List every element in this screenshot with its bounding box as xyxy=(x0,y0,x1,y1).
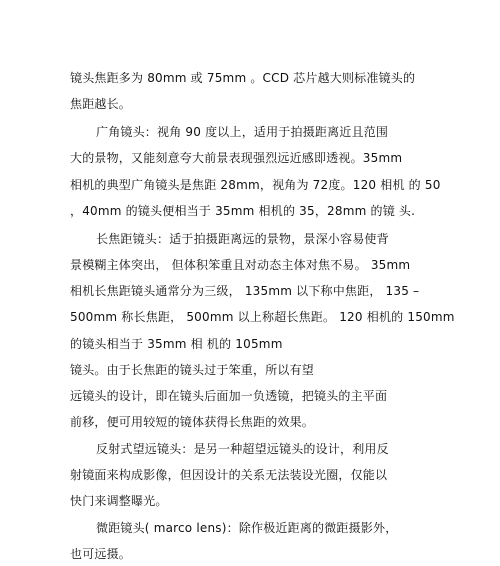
text-line-4: 大的景物，又能刻意夸大前景表现强烈远近感即透视。35mm xyxy=(70,151,403,165)
text-line-8: 景模糊主体突出， 但体积笨重且对动态主体对焦不易。 35mm xyxy=(70,258,411,272)
text-line-16: 射镜面来构成影像，但因设计的关系无法装设光圈，仅能以 xyxy=(70,468,388,482)
text-line-1: 镜头焦距多为 80mm 或 75mm 。CCD 芯片越大则标准镜头的 xyxy=(70,71,416,85)
text-line-13: 远镜头的设计，即在镜头后面加一负透镜，把镜头的主平面 xyxy=(70,389,388,403)
text-line-7: 长焦距镜头：适于拍摄距离远的景物，景深小容易使背 xyxy=(96,232,389,246)
text-line-2: 焦距越长。 xyxy=(70,97,132,111)
text-line-3: 广角镜头：视角 90 度以上，适用于拍摄距离近且范围 xyxy=(96,125,389,139)
text-line-14: 前移，便可用较短的镜体获得长焦距的效果。 xyxy=(70,415,315,429)
text-line-10: 500mm 称长焦距， 500mm 以上称超长焦距。 120 相机的 150mm xyxy=(70,310,455,324)
text-line-19: 也可远摄。 xyxy=(70,547,132,561)
text-line-9: 相机长焦距镜头通常分为三级， 135mm 以下称中焦距， 135 – xyxy=(70,284,420,298)
text-line-6: ，40mm 的镜头便相当于 35mm 相机的 35，28mm 的镜 头. xyxy=(70,204,416,218)
text-line-18: 微距镜头( marco lens)：除作极近距离的微距摄影外， xyxy=(96,521,398,535)
text-line-11: 的镜头相当于 35mm 相 机的 105mm xyxy=(70,337,283,351)
text-line-5: 相机的典型广角镜头是焦距 28mm，视角为 72度。120 相机 的 50 xyxy=(70,178,441,192)
text-line-15: 反射式望远镜头：是另一种超望远镜头的设计，利用反 xyxy=(96,442,389,456)
text-line-17: 快门来调整曝光。 xyxy=(70,494,168,508)
text-line-12: 镜头。由于长焦距的镜头过于笨重，所以有望 xyxy=(70,363,315,377)
